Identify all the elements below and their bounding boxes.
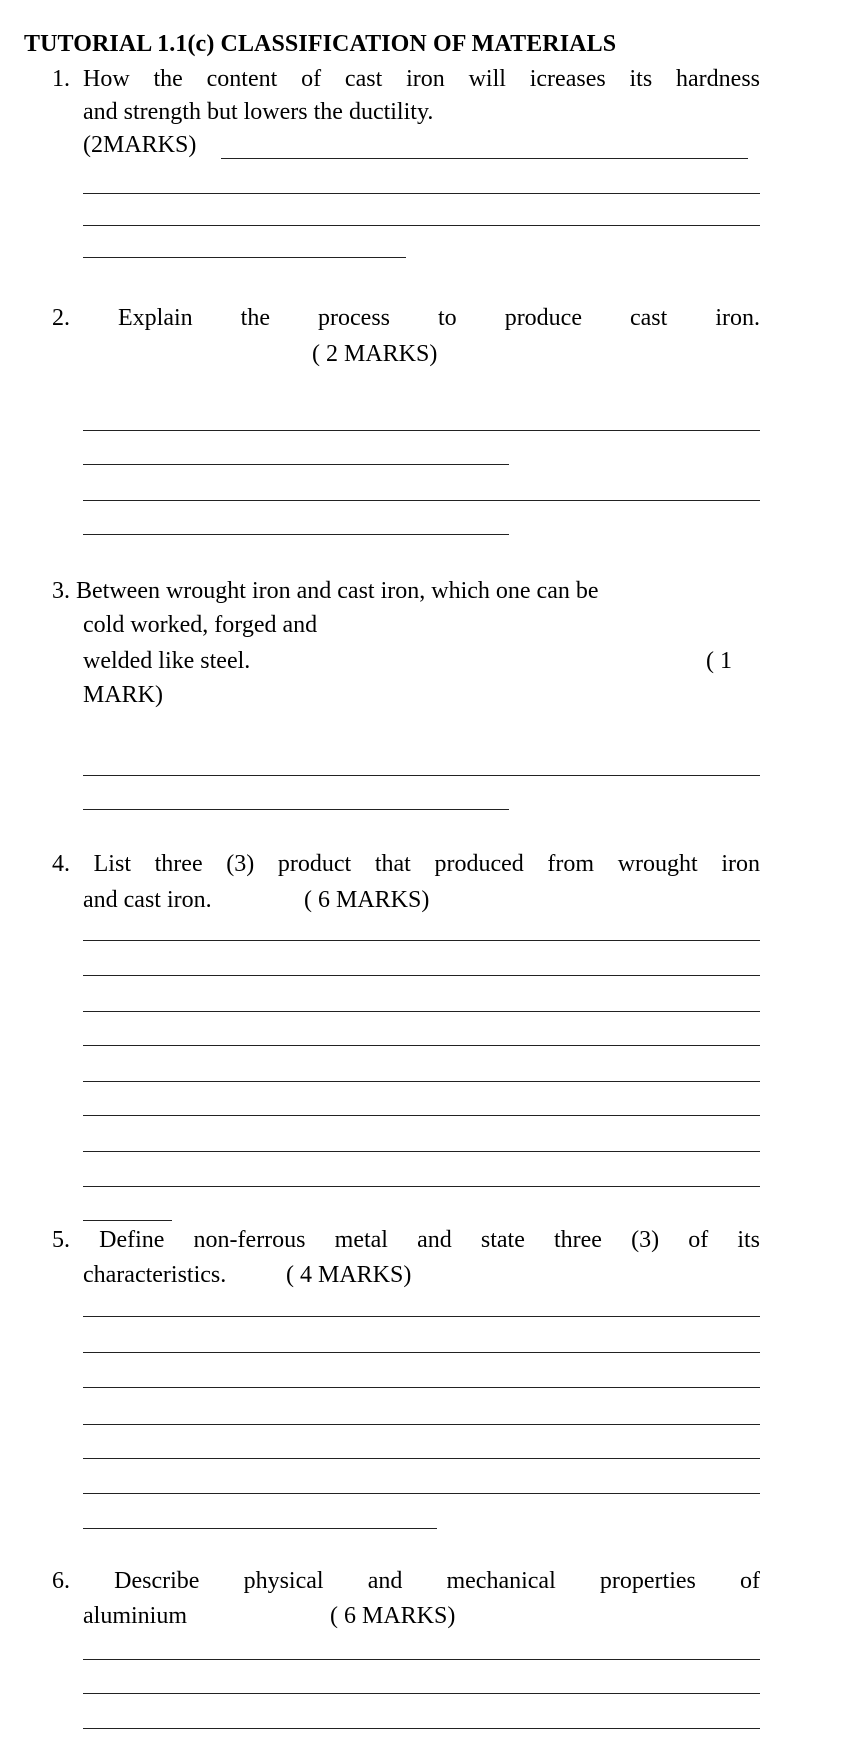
answer-line[interactable] <box>83 193 760 194</box>
answer-line[interactable] <box>83 500 760 501</box>
question-1-marks: (2MARKS) <box>83 132 197 158</box>
question-4-text-line1: 4. List three (3) product that produced from wrought iron <box>52 851 760 877</box>
answer-line[interactable] <box>83 1115 760 1116</box>
answer-line[interactable] <box>83 1693 760 1694</box>
answer-line[interactable] <box>83 775 760 776</box>
question-6-text-line2: aluminium <box>83 1603 187 1629</box>
page-title: TUTORIAL 1.1(c) CLASSIFICATION OF MATERIALS <box>24 31 617 57</box>
question-3-text-line1: 3. Between wrought iron and cast iron, which one can be <box>52 578 599 604</box>
answer-line[interactable] <box>83 1458 760 1459</box>
answer-line[interactable] <box>83 1011 760 1012</box>
answer-line[interactable] <box>83 257 406 258</box>
answer-line[interactable] <box>221 158 748 159</box>
question-6-text-line1: 6. Describe physical and mechanical properties of <box>52 1568 760 1594</box>
question-3-text-line3: welded like steel. <box>83 648 251 674</box>
answer-line[interactable] <box>83 1424 760 1425</box>
question-3-marks-a: ( 1 <box>706 648 732 674</box>
question-4-text-line2: and cast iron. <box>83 887 212 913</box>
question-1-text-line1: How the content of cast iron will icreases its hardness <box>83 66 760 92</box>
answer-line[interactable] <box>83 1352 760 1353</box>
answer-line[interactable] <box>83 1659 760 1660</box>
answer-line[interactable] <box>83 940 760 941</box>
question-3-marks-b: MARK) <box>83 682 164 708</box>
answer-line[interactable] <box>83 225 760 226</box>
answer-line[interactable] <box>83 1045 760 1046</box>
answer-line[interactable] <box>83 1493 760 1494</box>
answer-line[interactable] <box>83 534 509 535</box>
question-5-marks: ( 4 MARKS) <box>286 1262 412 1288</box>
question-1-number: 1. <box>52 66 70 92</box>
answer-line[interactable] <box>83 1728 760 1729</box>
answer-line[interactable] <box>83 430 760 431</box>
question-2-marks: ( 2 MARKS) <box>312 341 438 367</box>
answer-line[interactable] <box>83 464 509 465</box>
question-4-marks: ( 6 MARKS) <box>304 887 430 913</box>
answer-line[interactable] <box>83 1316 760 1317</box>
answer-line[interactable] <box>83 809 509 810</box>
answer-line[interactable] <box>83 1220 172 1221</box>
answer-line[interactable] <box>83 1387 760 1388</box>
question-1-text-line2: and strength but lowers the ductility. <box>83 99 434 125</box>
question-6-marks: ( 6 MARKS) <box>330 1603 456 1629</box>
question-5-text-line2: characteristics. <box>83 1262 227 1288</box>
answer-line[interactable] <box>83 1081 760 1082</box>
question-3-text-line2: cold worked, forged and <box>83 612 318 638</box>
question-5-text-line1: 5. Define non-ferrous metal and state three (3) of its <box>52 1227 760 1253</box>
answer-line[interactable] <box>83 1528 437 1529</box>
answer-line[interactable] <box>83 1186 760 1187</box>
question-2-text: 2. Explain the process to produce cast iron. <box>52 305 760 331</box>
answer-line[interactable] <box>83 975 760 976</box>
answer-line[interactable] <box>83 1151 760 1152</box>
